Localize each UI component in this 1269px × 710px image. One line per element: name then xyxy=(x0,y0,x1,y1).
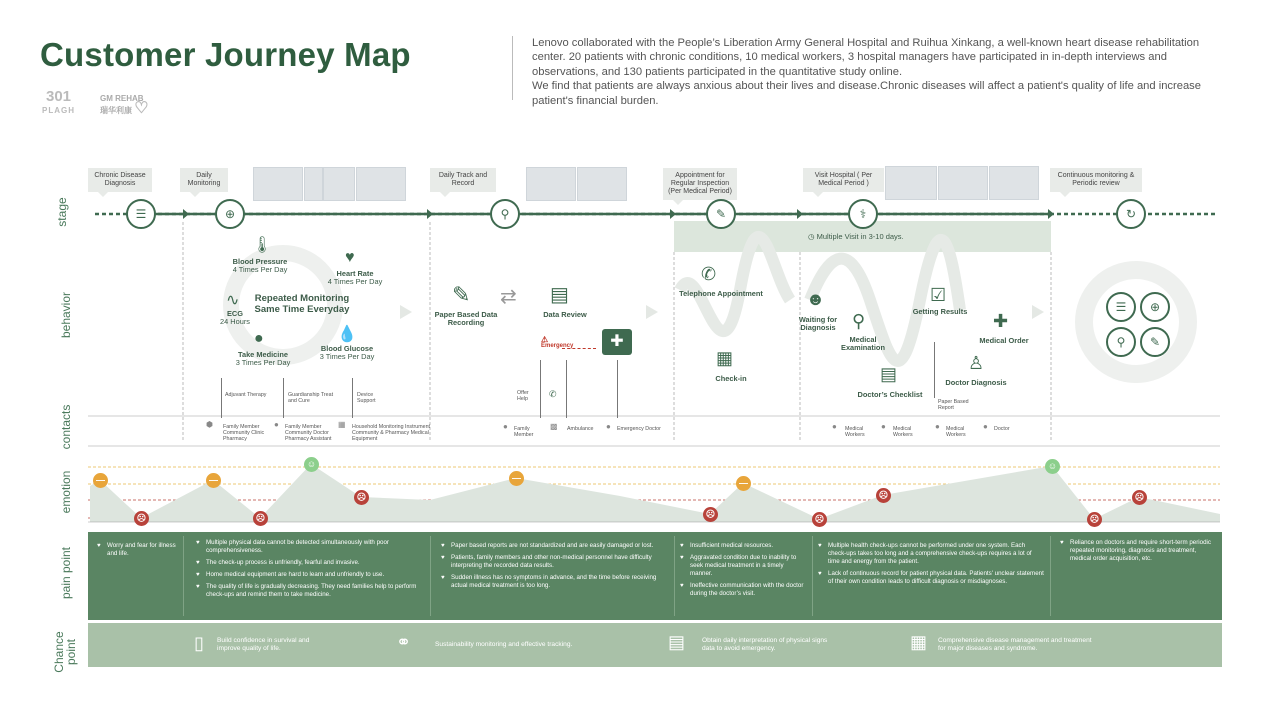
blood-glucose: Blood Glucose 3 Times Per Day xyxy=(319,344,375,361)
row-label-pain-point: pain point xyxy=(59,546,73,600)
take-medicine: Take Medicine 3 Times Per Day xyxy=(235,350,291,367)
pill-icon: ● xyxy=(254,330,264,347)
row-label-behavior: behavior xyxy=(59,291,73,339)
continuous-search-icon: ⚲ xyxy=(1106,327,1136,357)
stage-label-appointment: Appointment for Regular Inspection (Per Medical Period) xyxy=(663,168,737,200)
arrow-offer-help xyxy=(540,360,541,418)
continuous-checklist-icon: ☰ xyxy=(1106,292,1136,322)
photo-clinic xyxy=(938,166,988,200)
arrow-adjuvant xyxy=(221,378,222,418)
photo-patient xyxy=(304,167,323,201)
pain-points-monitoring: ♥ Multiple physical data cannot be detected simultaneously with poor comprehensiveness. ♥ The check-up process is unfriendly, fearful and invasive. ♥ Home medical equipment are hard to learn and unfriendly to use. ♥ The quality of life is gradually decreasing. They need families help to perform check-ups and remind them to take medicine. xyxy=(196,539,420,603)
contact-9: Medical Workers xyxy=(946,426,966,438)
medical-order-icon: ✚ xyxy=(993,311,1009,331)
pain-divider xyxy=(812,536,813,616)
people-icon: ⚭ xyxy=(396,632,412,652)
emotion-sad-face: ☹ xyxy=(354,490,369,505)
stage-label-diagnosis: Chronic Disease Diagnosis xyxy=(88,168,152,192)
ecg-icon: ∿ xyxy=(226,292,240,309)
arrow-device xyxy=(352,378,353,418)
offer-help: Offer Help xyxy=(517,390,529,402)
waiting-people-icon: ☻ xyxy=(806,289,825,309)
pain-divider xyxy=(183,536,184,616)
photo-doctors xyxy=(885,166,937,200)
arrow-guardianship xyxy=(283,378,284,418)
contact-icon-5: ▩ xyxy=(550,422,558,431)
doctor-icon: ⚕ xyxy=(848,199,878,229)
emotion-sad-face: ☹ xyxy=(134,511,149,526)
emotion-happy-face: ☺ xyxy=(1045,459,1060,474)
description-paragraph-1: Lenovo collaborated with the People’s Liberation Army General Hospital and Ruihua Xinkang, a well-known heart disease rehabilitation center. 20 patients with chronic conditions, 10 medical workers, 3 hospital managers have participated in in-depth interviews and observations, and 130 patients participated in the quantitative study online. xyxy=(532,37,1200,78)
contact-icon-10: ● xyxy=(983,422,988,431)
emergency-label: ⚠ Emergency xyxy=(541,335,574,349)
contact-icon-3: ▦ xyxy=(338,420,346,429)
pain-points-appointment: ♥ Insufficient medical resources. ♥ Aggravated condition due to inability to seek medical treatment in a timely manner. ♥ Ineffective communication with the doctor during the doctor’s visit. xyxy=(680,542,806,602)
doctor-diagnosis: Doctor Diagnosis xyxy=(945,378,1007,387)
emotion-neutral-face: — xyxy=(93,473,108,488)
battery-icon: ▯ xyxy=(194,633,204,653)
device-support: Device Support xyxy=(357,392,376,404)
photo-blood-pressure xyxy=(253,167,303,201)
emotion-happy-face: ☺ xyxy=(304,457,319,472)
medical-examination: Medical Examination xyxy=(841,335,885,352)
multiple-visit-label: ◷ Multiple Visit in 3-10 days. xyxy=(808,232,904,241)
pain-divider xyxy=(674,536,675,616)
telephone-appointment: Telephone Appointment xyxy=(679,289,763,298)
thermometer-icon: 🌡 xyxy=(252,237,273,254)
getting-results: Getting Results xyxy=(912,307,968,316)
contact-10: Doctor xyxy=(994,426,1010,432)
contact-1: Family Member Community Clinic Pharmacy xyxy=(223,424,265,442)
medical-order: Medical Order xyxy=(979,336,1029,345)
pain-points-visit-hospital: ♥ Multiple health check-ups cannot be performed under one system. Each check-ups takes too long and a comprehensive check-ups requires a lot of time and energy from the patient. ♥ Lack of continuous record for patient physical data. Patients' unclear statement of their own condition leads to difficult diagnosis or misdiagnoses. xyxy=(818,542,1044,590)
data-review: Data Review xyxy=(543,310,587,319)
chance-point-1: Build confidence in survival and improve quality of life. xyxy=(217,637,310,652)
stage-label-visit-hospital: Visit Hospital ( Per Medical Period ) xyxy=(803,168,884,192)
photo-desk xyxy=(577,167,627,201)
pain-divider xyxy=(1050,536,1051,616)
photo-xray xyxy=(989,166,1039,200)
check-in: Check-in xyxy=(715,374,747,383)
pain-points-diagnosis: ♥ Worry and fear for illness and life. xyxy=(97,542,177,562)
chance-point-4: Comprehensive disease management and treatment for major diseases and syndrome. xyxy=(938,637,1092,652)
phone-icon: ✆ xyxy=(549,389,557,399)
checklist-plus-icon: ▤ xyxy=(880,364,898,384)
pain-points-track-record: ♥ Paper based reports are not standardized and are easily damaged or lost. ♥ Patients, family members and other non-medical personnel have difficulty interpreting the recorded data results. ♥ Sudden illness has no symptoms in advance, and the time before receiving actual medical treatment is too long. xyxy=(441,542,667,594)
photo-tablet xyxy=(356,167,406,201)
checklist-icon: ☰ xyxy=(126,199,156,229)
emotion-sad-face: ☹ xyxy=(1087,512,1102,527)
telephone-icon: ✆ xyxy=(701,264,717,284)
refresh-icon: ↻ xyxy=(1116,199,1146,229)
paper-based-report: Paper Based Report xyxy=(938,399,969,411)
chance-point-2: Sustainability monitoring and effective tracking. xyxy=(435,641,573,648)
emotion-sad-face: ☹ xyxy=(1132,490,1147,505)
checkin-icon: ▦ xyxy=(716,348,734,368)
exchange-icon: ⇄ xyxy=(500,286,517,308)
emotion-neutral-face: — xyxy=(206,473,221,488)
contact-icon-7: ● xyxy=(832,422,837,431)
report-icon: ▤ xyxy=(668,632,686,652)
paper-based-recording: Paper Based Data Recording xyxy=(434,310,498,327)
grid-icon: ▦ xyxy=(910,632,928,652)
stage-label-continuous: Continuous monitoring & Periodic review xyxy=(1050,168,1142,192)
heart-rate: Heart Rate 4 Times Per Day xyxy=(327,269,383,286)
chart-icon: ▤ xyxy=(550,284,569,306)
emotion-neutral-face: — xyxy=(509,471,524,486)
examination-icon: ⚲ xyxy=(852,311,866,331)
blood-pressure: Blood Pressure 4 Times Per Day xyxy=(232,257,288,274)
contact-7: Medical Workers xyxy=(845,426,865,438)
edit-doc-icon: ✎ xyxy=(706,199,736,229)
guardianship: Guardianship Treat and Cure xyxy=(288,392,334,404)
photo-consult xyxy=(323,167,355,201)
pain-divider xyxy=(430,536,431,616)
chance-point-3: Obtain daily interpretation of physical signs data to avoid emergency. xyxy=(702,637,828,652)
contact-3: Household Monitoring Instrument Community & Pharmacy Medical Equipment xyxy=(352,424,431,442)
emergency-arrow xyxy=(562,348,596,349)
emotion-sad-face: ☹ xyxy=(812,512,827,527)
continuous-edit-icon: ✎ xyxy=(1140,327,1170,357)
contact-icon-6: ● xyxy=(606,422,611,431)
contact-2: Family Member Community Doctor Pharmacy Assistant xyxy=(285,424,332,442)
emotion-neutral-face: — xyxy=(736,476,751,491)
waiting-for-diagnosis: Waiting for Diagnosis xyxy=(798,315,838,332)
stage-label-monitoring: Daily Monitoring xyxy=(180,168,228,192)
adjuvant-therapy: Adjuvant Therapy xyxy=(225,392,267,398)
page-title: Customer Journey Map xyxy=(40,36,411,73)
ecg: ECG 24 Hours xyxy=(220,309,250,326)
contact-icon-1: ⬢ xyxy=(206,420,213,429)
paper-record-icon: ✎ xyxy=(452,282,471,307)
gm-rehab-logo: GM REHAB 瑞华利康 ♡ xyxy=(100,94,149,117)
search-doc-icon: ⚲ xyxy=(490,199,520,229)
arrow-paper-report xyxy=(934,342,935,398)
pain-points-continuous: ♥ Reliance on doctors and require short-term periodic repeated monitoring, diagnosis and treatment, medical order acquisition, etc. xyxy=(1060,539,1216,567)
row-label-chance-point: Chance point xyxy=(52,631,78,673)
row-label-stage: stage xyxy=(55,197,69,227)
contact-icon-8: ● xyxy=(881,422,886,431)
contact-5: Ambulance xyxy=(567,426,594,432)
heart-rate-icon: ♥ xyxy=(345,249,355,266)
plagh-logo: 301 PLAGH xyxy=(42,88,75,115)
glucose-drop-icon: 💧 xyxy=(337,326,357,343)
contact-6: Emergency Doctor xyxy=(617,426,661,432)
emotion-sad-face: ☹ xyxy=(876,488,891,503)
emotion-sad-face: ☹ xyxy=(703,507,718,522)
row-label-contacts: contacts xyxy=(59,404,73,450)
emotion-sad-face: ☹ xyxy=(253,511,268,526)
doctor-checklist: Doctor’s Checklist xyxy=(857,390,923,399)
contact-4: Family Member xyxy=(514,426,534,438)
results-icon: ☑ xyxy=(930,285,947,305)
continuous-target-icon: ⊕ xyxy=(1140,292,1170,322)
row-label-emotion: emotion xyxy=(59,470,73,514)
contact-icon-2: ● xyxy=(274,420,279,429)
target-icon: ⊕ xyxy=(215,199,245,229)
contact-8: Medical Workers xyxy=(893,426,913,438)
description-paragraph-2: We find that patients are always anxious about their lives and disease.Chronic diseases will affect a patient's quality of life and increase patient's financial burden. xyxy=(532,80,1201,107)
stage-label-track-record: Daily Track and Record xyxy=(430,168,496,192)
first-aid-kit-icon: ✚ xyxy=(602,329,632,355)
repeated-monitoring: Repeated Monitoring Same Time Everyday xyxy=(254,293,350,315)
photo-reception xyxy=(526,167,576,201)
arrow-emergency-doctor xyxy=(617,360,618,418)
contact-icon-4: ● xyxy=(503,422,508,431)
contact-icon-9: ● xyxy=(935,422,940,431)
arrow-ambulance xyxy=(566,360,567,418)
doctor-person-icon: ♙ xyxy=(968,353,985,373)
